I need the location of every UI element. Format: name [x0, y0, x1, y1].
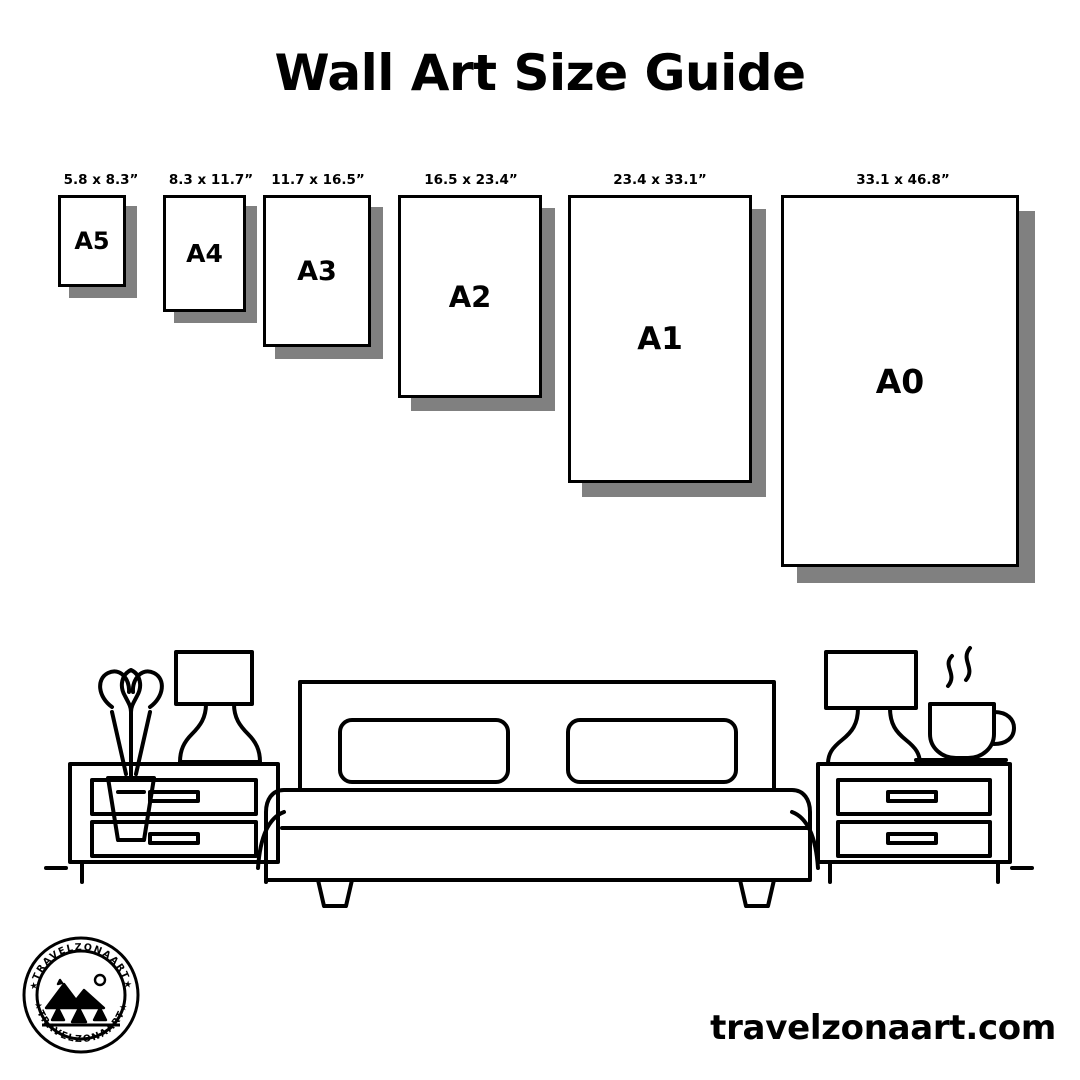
right-drawer-top	[838, 780, 990, 814]
travelzonaart-logo	[16, 930, 146, 1060]
right-nightstand	[818, 764, 1010, 882]
frame-label-a4: A4	[186, 239, 223, 268]
frame-label-a0: A0	[875, 361, 925, 401]
left-nightstand	[70, 764, 278, 882]
frame-a5	[58, 195, 126, 287]
frame-dim-a4: 8.3 x 11.7”	[168, 172, 254, 188]
bed-leg-right	[740, 880, 774, 906]
bed-leg-left	[318, 880, 352, 906]
left-lamp	[176, 652, 260, 762]
frame-dim-a1: 23.4 x 33.1”	[613, 172, 707, 188]
pillow-right	[568, 720, 736, 782]
bedroom-illustration	[0, 560, 1080, 920]
frame-dim-a3: 11.7 x 16.5”	[271, 172, 365, 188]
left-drawer-top	[92, 780, 256, 814]
left-handle-bottom	[150, 834, 198, 843]
logo-text-bottom: ★TRAVELZONAART★	[31, 1000, 131, 1046]
svg-text:★TRAVELZONAART★	[28, 942, 134, 991]
frame-a2	[398, 195, 542, 398]
right-handle-bottom	[888, 834, 936, 843]
frame-dim-a2: 16.5 x 23.4”	[424, 172, 518, 188]
frame-a3	[263, 195, 371, 347]
frame-a1	[568, 195, 752, 483]
right-lamp	[826, 652, 920, 764]
page-title: Wall Art Size Guide	[274, 44, 806, 102]
frame-label-a5: A5	[74, 227, 110, 255]
frame-dim-a0: 33.1 x 46.8”	[856, 172, 950, 188]
right-drawer-bottom	[838, 822, 990, 856]
frame-dim-a5: 5.8 x 8.3”	[63, 172, 139, 188]
pillow-left	[340, 720, 508, 782]
coffee-cup	[916, 648, 1014, 760]
right-handle-top	[888, 792, 936, 801]
bed	[258, 682, 818, 906]
frame-label-a3: A3	[297, 255, 337, 287]
frame-a0	[781, 195, 1019, 567]
left-handle-top	[150, 792, 198, 801]
frame-label-a2: A2	[448, 279, 492, 314]
logo-text-top: ★TRAVELZONAART★	[28, 941, 134, 992]
frame-a4	[163, 195, 246, 312]
website-url: travelzonaart.com	[710, 1008, 1056, 1048]
frame-label-a1: A1	[637, 321, 683, 357]
